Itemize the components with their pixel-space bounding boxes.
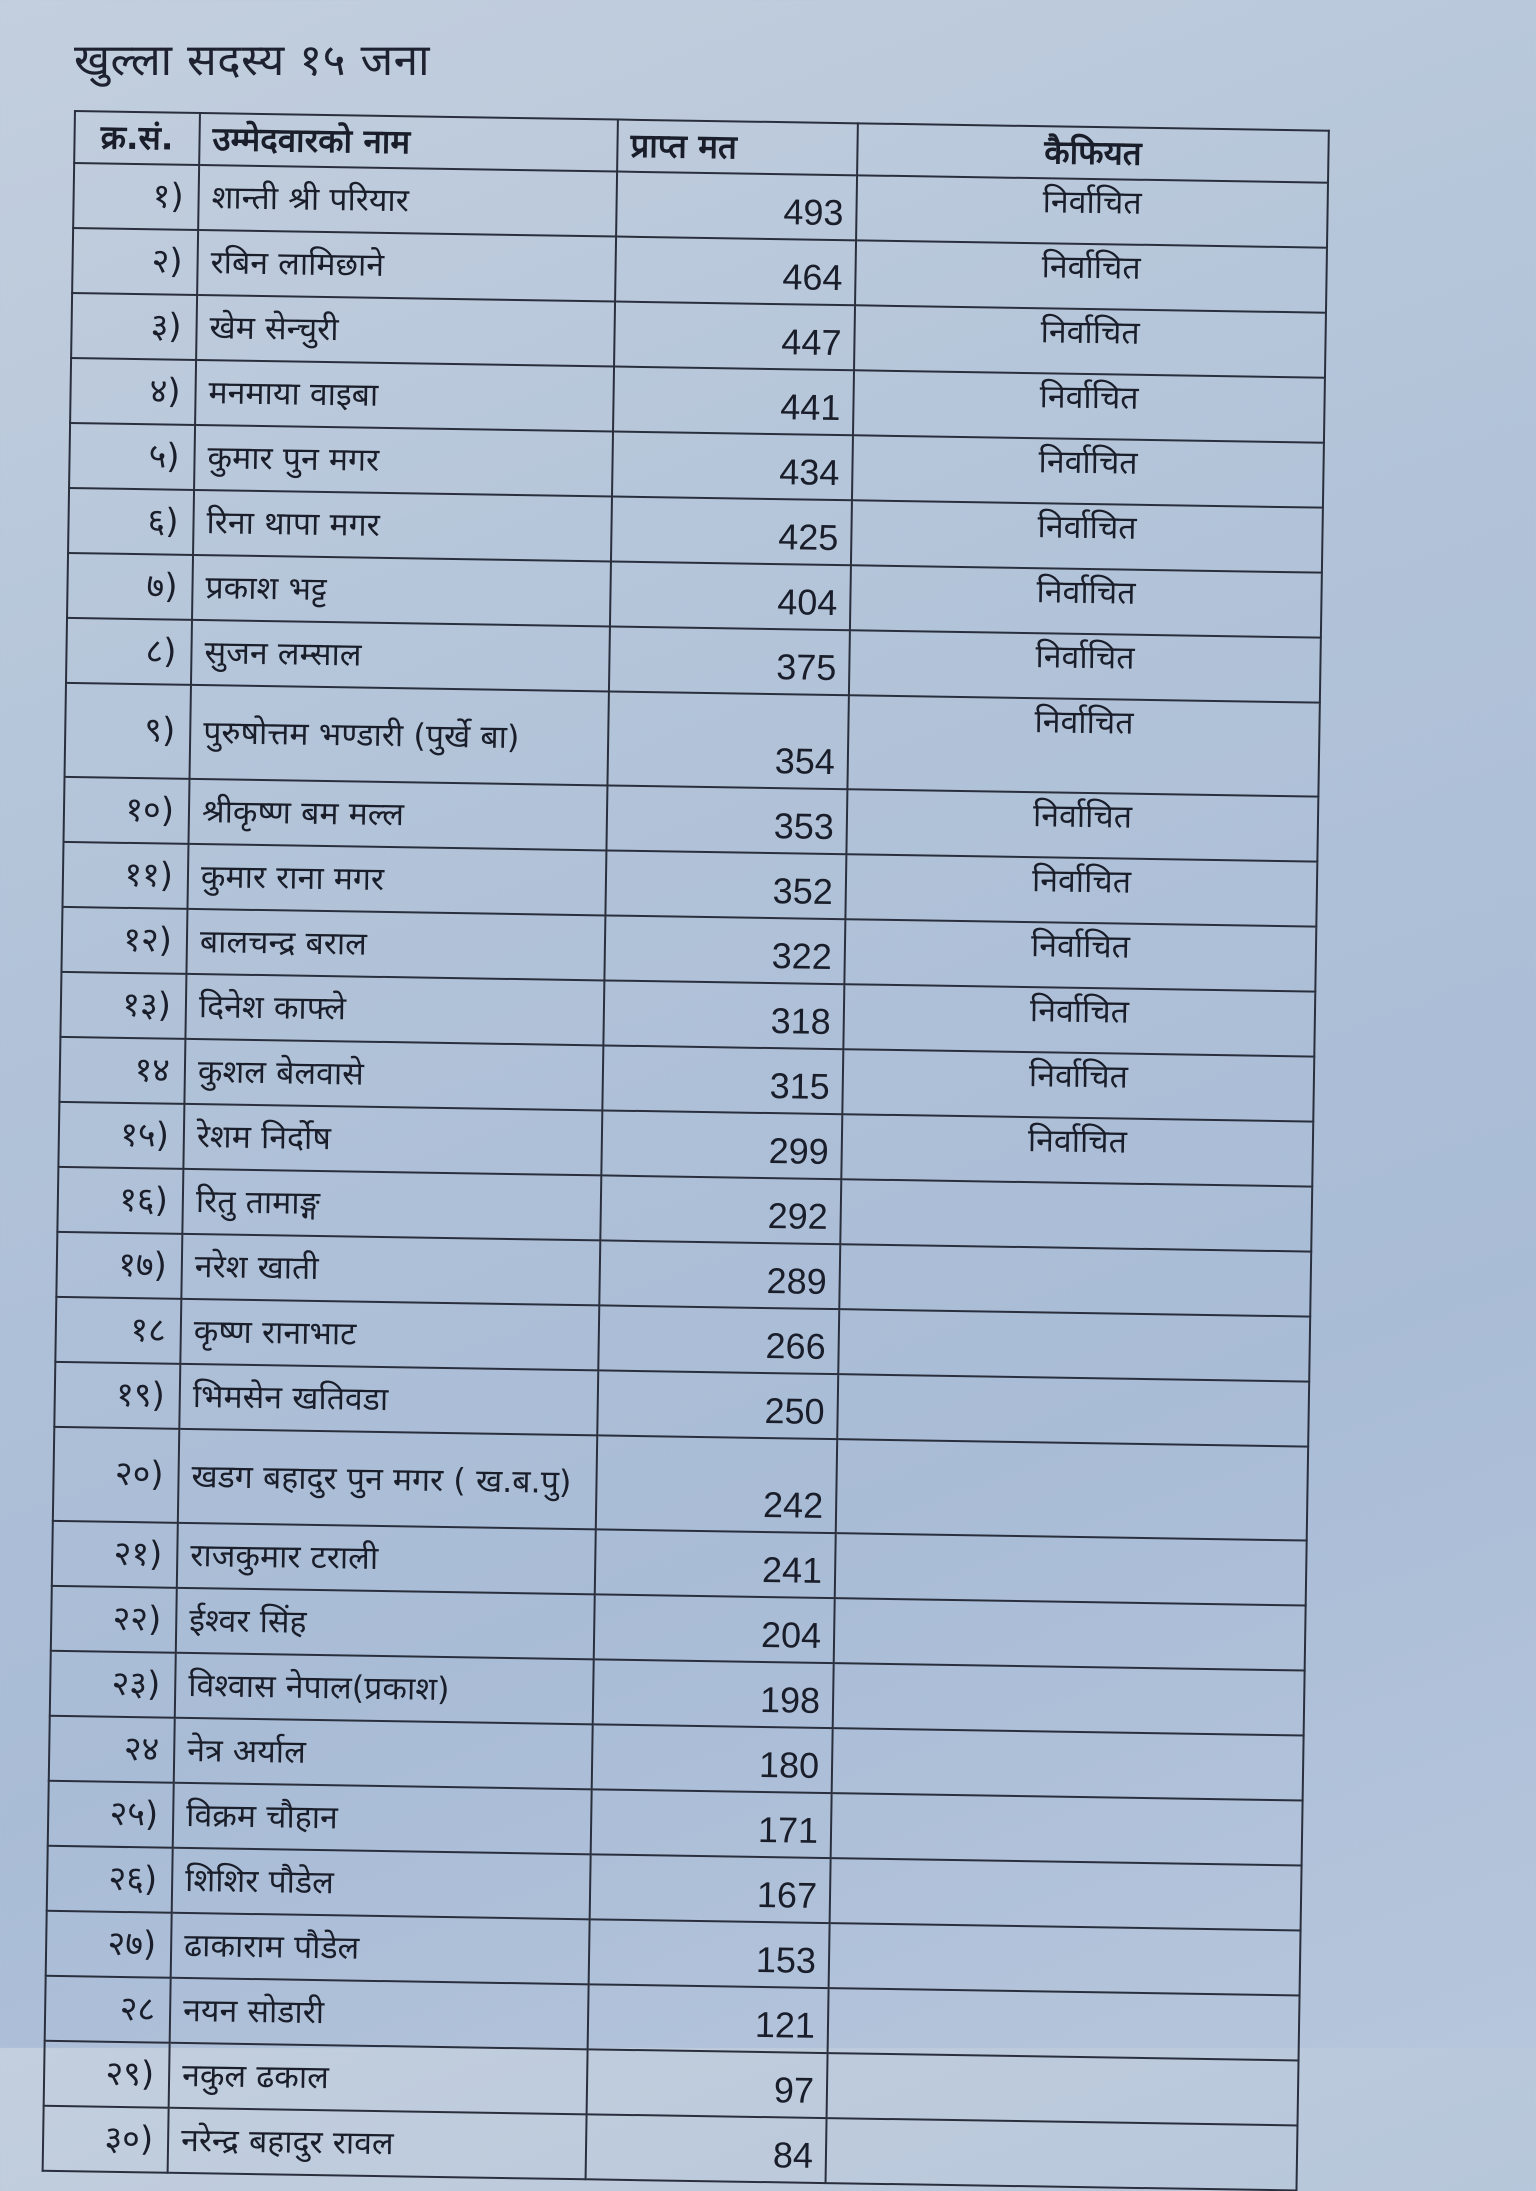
remark-cell: निर्वाचित <box>854 305 1326 377</box>
remark-cell <box>838 1309 1310 1381</box>
serial-number-cell: २२) <box>51 1586 177 1653</box>
votes-cell: 447 <box>614 302 855 371</box>
remark-cell: निर्वाचित <box>843 984 1315 1056</box>
remark-cell: निर्वाचित <box>844 919 1316 991</box>
votes-cell: 322 <box>604 915 845 984</box>
votes-cell: 204 <box>594 1594 835 1663</box>
results-table <box>42 110 1330 2191</box>
votes-cell: 292 <box>600 1175 841 1244</box>
candidate-name-cell: कुमार राना मगर <box>187 844 606 916</box>
candidate-name-cell: राजकुमार टराली <box>177 1523 596 1595</box>
serial-number-cell: १७) <box>56 1232 182 1299</box>
remark-cell <box>832 1728 1304 1800</box>
remark-cell: निर्वाचित <box>842 1049 1314 1121</box>
votes-cell: 299 <box>601 1110 842 1179</box>
remark-cell: निर्वाचित <box>851 500 1323 572</box>
serial-number-cell: ९) <box>65 683 191 779</box>
serial-number-cell: १९) <box>54 1362 180 1429</box>
remark-cell: निर्वाचित <box>847 695 1319 796</box>
remark-cell: निर्वाचित <box>853 370 1325 442</box>
serial-number-cell: २) <box>72 228 198 295</box>
remark-cell <box>840 1179 1312 1251</box>
remark-cell <box>836 1439 1308 1540</box>
header-votes-received: प्राप्त मत <box>617 120 858 176</box>
remark-cell <box>833 1663 1305 1735</box>
serial-number-cell: २७) <box>46 1911 172 1978</box>
serial-number-cell: ३) <box>71 293 197 360</box>
votes-cell: 404 <box>610 561 851 630</box>
candidate-name-cell: नयन सोडारी <box>170 1978 589 2050</box>
remark-cell: निर्वाचित <box>856 175 1328 247</box>
candidate-name-cell: मनमाया वाइबा <box>195 360 614 432</box>
remark-cell <box>827 2053 1299 2125</box>
page-title: खुल्ला सदस्य १५ जना <box>74 35 430 86</box>
votes-cell: 266 <box>598 1305 839 1374</box>
votes-cell: 241 <box>595 1529 836 1598</box>
remark-cell: निर्वाचित <box>850 565 1322 637</box>
serial-number-cell: १०) <box>64 777 190 844</box>
serial-number-cell: २८ <box>45 1976 171 2043</box>
votes-cell: 167 <box>590 1854 831 1923</box>
serial-number-cell: २४ <box>49 1716 175 1783</box>
serial-number-cell: १६) <box>57 1167 183 1234</box>
serial-number-cell: ८) <box>66 618 192 685</box>
results-sheet <box>44 110 1327 2176</box>
votes-cell: 352 <box>605 850 846 919</box>
candidate-name-cell: खडग बहादुर पुन मगर ( ख.ब.पु) <box>178 1429 597 1530</box>
candidate-name-cell: शान्ती श्री परियार <box>198 165 617 237</box>
votes-cell: 97 <box>587 2049 828 2118</box>
remark-cell <box>829 1923 1301 1995</box>
candidate-name-cell: रितु तामाङ्ग <box>182 1169 601 1241</box>
serial-number-cell: १) <box>73 163 199 230</box>
serial-number-cell: २१) <box>52 1521 178 1588</box>
votes-cell: 121 <box>588 1984 829 2053</box>
header-serial-number: क्र.सं. <box>74 111 200 165</box>
candidate-name-cell: कुशल बेलवासे <box>184 1039 603 1111</box>
candidate-name-cell: दिनेश काफ्ले <box>185 974 604 1046</box>
remark-cell <box>831 1793 1303 1865</box>
candidate-name-cell: ईश्वर सिंह <box>176 1588 595 1660</box>
serial-number-cell: १४ <box>59 1037 185 1104</box>
candidate-name-cell: रबिन लामिछाने <box>197 230 616 302</box>
votes-cell: 464 <box>615 237 856 306</box>
serial-number-cell: २५) <box>48 1781 174 1848</box>
candidate-name-cell: सुजन लम्साल <box>191 620 610 692</box>
candidate-name-cell: रिना थापा मगर <box>193 490 612 562</box>
votes-cell: 425 <box>611 496 852 565</box>
candidate-name-cell: खेम सेन्चुरी <box>196 295 615 367</box>
candidate-name-cell: ढाकाराम पौडेल <box>171 1913 590 1985</box>
candidate-name-cell: बालचन्द्र बराल <box>186 909 605 981</box>
candidate-name-cell: विश्वास नेपाल(प्रकाश) <box>175 1653 594 1725</box>
header-candidate-name: उम्मेदवारको नाम <box>199 113 618 172</box>
votes-cell: 375 <box>609 626 850 695</box>
candidate-name-cell: नकुल ढकाल <box>169 2043 588 2115</box>
votes-cell: 441 <box>613 367 854 436</box>
votes-cell: 354 <box>607 691 848 789</box>
serial-number-cell: ४) <box>70 358 196 425</box>
votes-cell: 171 <box>591 1789 832 1858</box>
votes-cell: 180 <box>592 1724 833 1793</box>
serial-number-cell: ७) <box>67 553 193 620</box>
serial-number-cell: २६) <box>47 1846 173 1913</box>
votes-cell: 198 <box>593 1659 834 1728</box>
votes-cell: 318 <box>603 980 844 1049</box>
remark-cell <box>837 1374 1309 1446</box>
serial-number-cell: १८ <box>55 1297 181 1364</box>
candidate-name-cell: नेत्र अर्याल <box>174 1718 593 1790</box>
remark-cell <box>839 1244 1311 1316</box>
serial-number-cell: १५) <box>58 1102 184 1169</box>
candidate-name-cell: रेशम निर्दोष <box>183 1104 602 1176</box>
votes-cell: 242 <box>596 1435 837 1533</box>
remark-cell <box>834 1598 1306 1670</box>
serial-number-cell: १२) <box>61 907 187 974</box>
remark-cell <box>830 1858 1302 1930</box>
header-remarks: कैफियत <box>857 123 1329 182</box>
votes-cell: 250 <box>597 1370 838 1439</box>
candidate-name-cell: श्रीकृष्ण बम मल्ल <box>188 779 607 851</box>
votes-cell: 353 <box>606 785 847 854</box>
candidate-name-cell: विक्रम चौहान <box>173 1783 592 1855</box>
votes-cell: 434 <box>612 432 853 501</box>
candidate-name-cell: नरेन्द्र बहादुर रावल <box>168 2108 587 2180</box>
remark-cell: निर्वाचित <box>841 1114 1313 1186</box>
remark-cell: निर्वाचित <box>849 630 1321 702</box>
remark-cell <box>828 1988 1300 2060</box>
candidate-name-cell: भिमसेन खतिवडा <box>179 1364 598 1436</box>
remark-cell: निर्वाचित <box>852 435 1324 507</box>
votes-cell: 493 <box>616 172 857 241</box>
votes-cell: 315 <box>602 1045 843 1114</box>
candidate-name-cell: प्रकाश भट्ट <box>192 555 611 627</box>
table-body <box>43 163 1328 2190</box>
candidate-name-cell: शिशिर पौडेल <box>172 1848 591 1920</box>
remark-cell: निर्वाचित <box>855 240 1327 312</box>
votes-cell: 289 <box>599 1240 840 1309</box>
votes-cell: 84 <box>586 2114 827 2183</box>
serial-number-cell: २९) <box>44 2041 170 2108</box>
remark-cell: निर्वाचित <box>845 854 1317 926</box>
remark-cell: निर्वाचित <box>846 789 1318 861</box>
serial-number-cell: १३) <box>60 972 186 1039</box>
serial-number-cell: ११) <box>62 842 188 909</box>
serial-number-cell: २३) <box>50 1651 176 1718</box>
serial-number-cell: ५) <box>69 423 195 490</box>
votes-cell: 153 <box>589 1919 830 1988</box>
candidate-name-cell: कुमार पुन मगर <box>194 425 613 497</box>
remark-cell <box>835 1533 1307 1605</box>
candidate-name-cell: कृष्ण रानाभाट <box>180 1299 599 1371</box>
remark-cell <box>826 2118 1298 2190</box>
candidate-name-cell: नरेश खाती <box>181 1234 600 1306</box>
candidate-name-cell: पुरुषोत्तम भण्डारी (पुर्खे बा) <box>190 685 609 786</box>
serial-number-cell: ३०) <box>43 2106 169 2173</box>
serial-number-cell: २०) <box>53 1427 179 1523</box>
serial-number-cell: ६) <box>68 488 194 555</box>
